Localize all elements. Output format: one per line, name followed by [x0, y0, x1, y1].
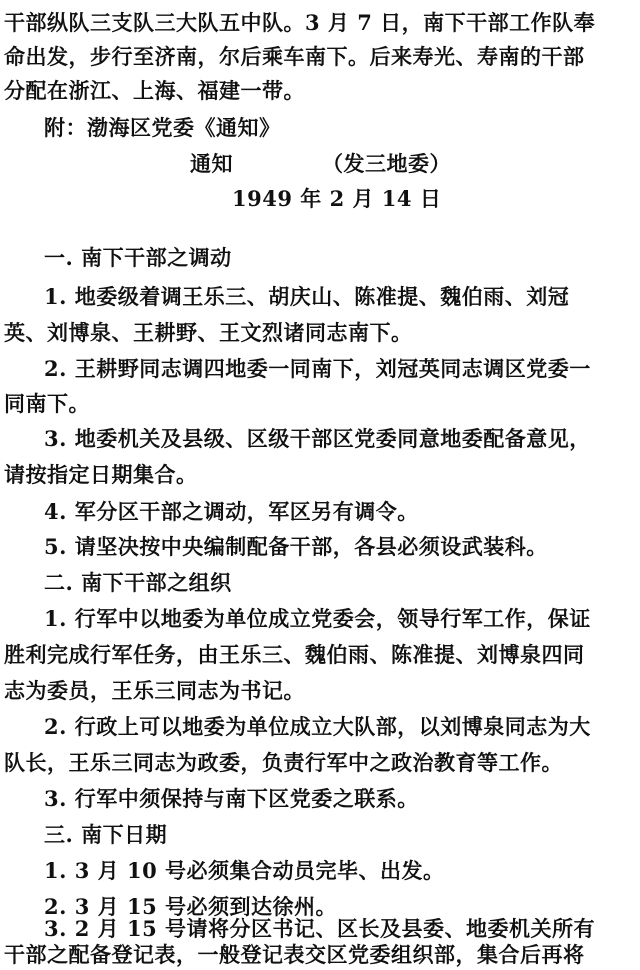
- section-1-item-2-line-2: 同南下。: [4, 391, 90, 416]
- notice-issuer: （发三地委）: [322, 151, 451, 176]
- section-2-item-1-line-3: 志为委员，王乐三同志为书记。: [4, 678, 305, 703]
- section-1-item-1-line-2: 英、刘博泉、王耕野、王文烈诸同志南下。: [4, 320, 413, 345]
- section-1-item-2-line-1: 2. 王耕野同志调四地委一同南下，刘冠英同志调区党委一: [44, 356, 591, 381]
- section-3-item-1: 1. 3 月 10 号必须集合动员完毕、出发。: [44, 858, 445, 883]
- section-1-item-3-line-1: 3. 地委机关及县级、区级干部区党委同意地委配备意见，: [44, 426, 591, 451]
- intro-line-1: 干部纵队三支队三大队五中队。3 月 7 日，南下干部工作队奉: [4, 10, 596, 35]
- section-3-heading: 三. 南下日期: [44, 822, 168, 847]
- section-2-item-1-line-1: 1. 行军中以地委为单位成立党委会，领导行军工作，保证: [44, 606, 591, 631]
- section-2-heading: 二. 南下干部之组织: [44, 570, 232, 595]
- section-3-item-3-line-1: 3. 2 月 15 号请将分区书记、区长及县委、地委机关所有: [44, 916, 596, 941]
- section-3-item-3-line-2: 干部之配备登记表，一般登记表交区党委组织部，集合后再将: [4, 942, 585, 967]
- section-2-item-1-line-2: 胜利完成行军任务，由王乐三、魏伯雨、陈准提、刘博泉四同: [4, 642, 585, 667]
- section-2-item-2-line-2: 队长，王乐三同志为政委，负责行军中之政治教育等工作。: [4, 750, 563, 775]
- section-1-heading: 一. 南下干部之调动: [44, 245, 232, 270]
- notice-date: 1949 年 2 月 14 日: [232, 186, 442, 211]
- notice-title: 通知: [190, 151, 233, 176]
- section-3-item-2: 2. 3 月 15 号必须到达徐州。: [44, 894, 338, 919]
- intro-line-3: 分配在浙江、上海、福建一带。: [4, 78, 305, 103]
- section-1-item-3-line-2: 请按指定日期集合。: [4, 462, 198, 487]
- section-2-item-3: 3. 行军中须保持与南下区党委之联系。: [44, 786, 419, 811]
- section-1-item-4: 4. 军分区干部之调动，军区另有调令。: [44, 499, 419, 524]
- section-1-item-1-line-1: 1. 地委级着调王乐三、胡庆山、陈准提、魏伯雨、刘冠: [44, 284, 570, 309]
- section-2-item-2-line-1: 2. 行政上可以地委为单位成立大队部，以刘博泉同志为大: [44, 714, 591, 739]
- section-1-item-5: 5. 请坚决按中央编制配备干部，各县必须设武装科。: [44, 534, 548, 559]
- attachment-label: 附：渤海区党委《通知》: [44, 115, 281, 140]
- intro-line-2: 命出发，步行至济南，尔后乘车南下。后来寿光、寿南的干部: [4, 44, 585, 69]
